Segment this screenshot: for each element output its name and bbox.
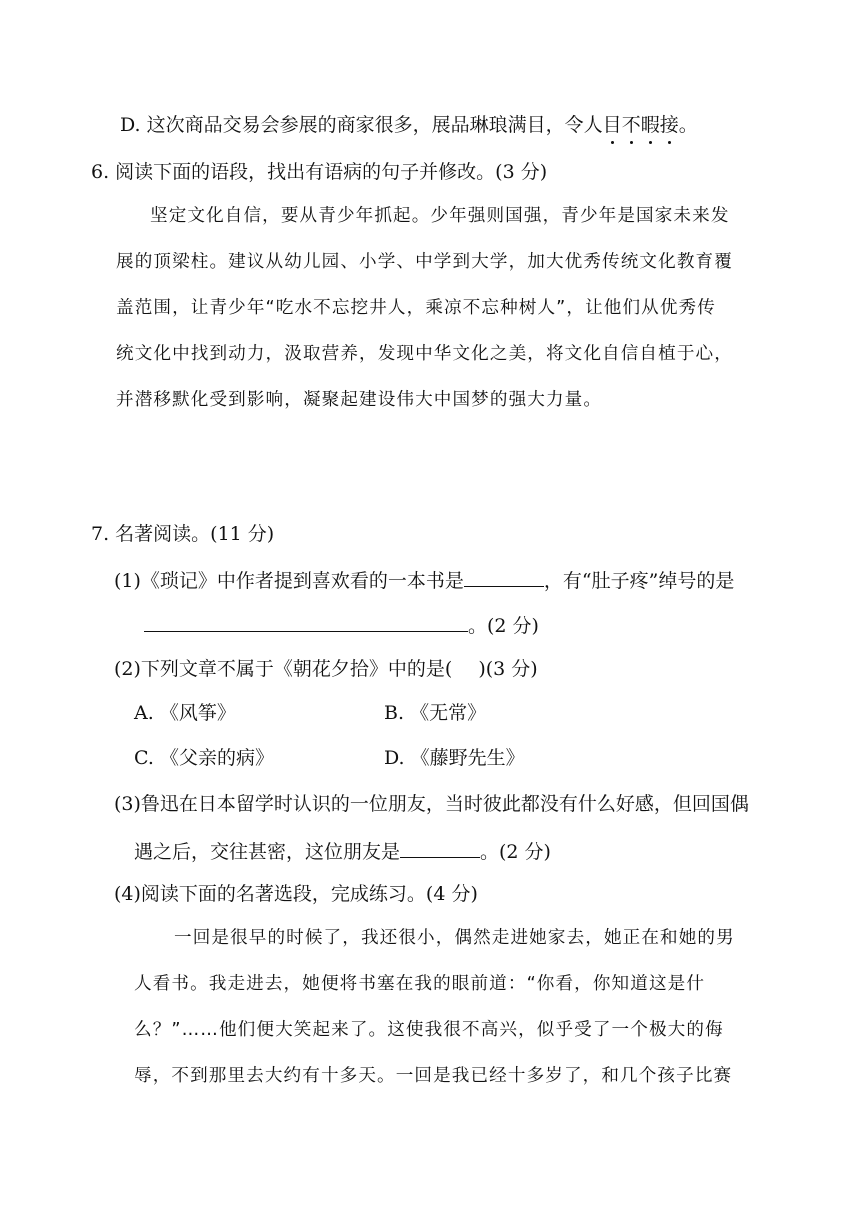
q6-paragraph-line-2: 展的顶梁柱。建议从幼儿园、小学、中学到大学，加大优秀传统文化教育覆 [116,252,733,272]
q7-option-b [384,699,486,727]
q7-option-c [134,744,274,772]
q7-sub1-score: 。(2 分) [468,615,539,637]
answer-blank-nickname[interactable] [144,609,468,632]
q7-sub2-text-after: )(3 分) [478,658,538,680]
q7-sub3-text-before: 遇之后，交往甚密，这位朋友是 [134,841,401,863]
q7-sub3-line1: (3)鲁迅在日本留学时认识的一位朋友，当时彼此都没有什么好感，但回国偶 [114,793,749,815]
q5-option-d [120,111,698,139]
option-text: 《风筝》 [159,702,236,724]
option-label: C. [134,747,154,769]
option-label: A. [134,702,154,724]
q7-sub1-line1 [114,564,734,595]
q7-sub1-line2 [144,609,539,640]
q6-paragraph-line-4: 统文化中找到动力，汲取营养，发现中华文化之美，将文化自信自植于心， [116,344,733,364]
q7-sub2-text-before: (2)下列文章不属于《朝花夕拾》中的是( [114,658,453,680]
q7-sub1-text-after: ，有“肚子疼”绰号的是 [543,570,735,592]
emphasis-char-2: 不 [622,111,641,139]
q6-paragraph-line-1: 坚定文化自信，要从青少年抓起。少年强则国强，青少年是国家未来发 [150,206,730,226]
q6-paragraph-line-5: 并潜移默化受到影响，凝聚起建设伟大中国梦的强大力量。 [116,390,603,410]
emphasis-char-1: 目 [603,111,622,139]
q7-excerpt-line-2: 人看书。我走进去，她便将书塞在我的眼前道：“你看，你知道这是什 [134,974,706,994]
q7-sub2 [114,655,538,683]
q6-paragraph-line-3: 盖范围，让青少年“吃水不忘挖井人，乘凉不忘种树人”，让他们从优秀传 [116,298,716,318]
answer-blank-book-title[interactable] [464,564,544,587]
option-label: D. [384,747,405,769]
emphasis-char-4: 接 [660,111,679,139]
option-text: 《藤野先生》 [410,747,525,769]
q7-sub3-score: 。(2 分) [480,841,551,863]
q5-option-d-label: D. [120,114,141,136]
emphasis-char-3: 暇 [641,111,660,139]
answer-blank-friend[interactable] [400,835,480,858]
q7-sub1-text-before: (1)《琐记》中作者提到喜欢看的一本书是 [114,570,464,592]
q7-excerpt-line-1: 一回是很早的时候了，我还很小，偶然走进她家去，她正在和她的男 [174,928,735,948]
q7-heading: 7. 名著阅读。(11 分) [91,523,275,545]
q5-option-d-text-after: 。 [678,114,698,136]
option-text: 《无常》 [410,702,487,724]
option-label: B. [384,702,405,724]
option-text: 《父亲的病》 [159,747,274,769]
q7-sub4-heading: (4)阅读下面的名著选段，完成练习。(4 分) [114,883,478,905]
q7-option-d [384,744,525,772]
q7-option-a [134,699,236,727]
q7-sub3-line2 [134,835,551,866]
q7-excerpt-line-4: 辱，不到那里去大约有十多天。一回是我已经十多岁了，和几个孩子比赛 [134,1066,733,1086]
q6-heading: 6. 阅读下面的语段，找出有语病的句子并修改。(3 分) [91,161,548,183]
q7-excerpt-line-3: 么？”……他们便大笑起来了。这使我很不高兴，似乎受了一个极大的侮 [134,1020,724,1040]
q5-option-d-text-before: 这次商品交易会参展的商家很多，展品琳琅满目，令人 [146,114,603,136]
